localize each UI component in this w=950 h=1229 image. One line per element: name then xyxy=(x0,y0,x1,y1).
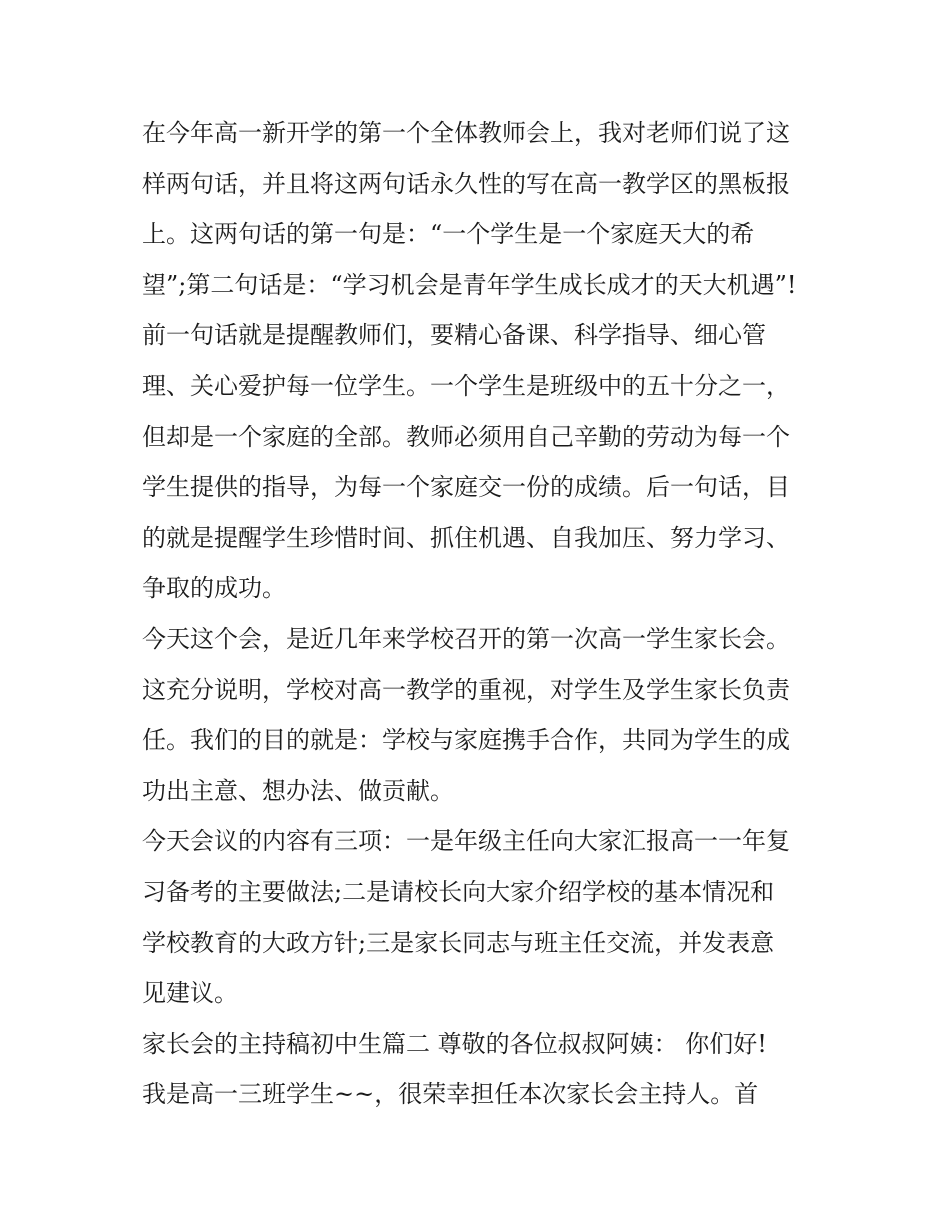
text-line: 任。我们的目的就是：学校与家庭携手合作，共同为学生的成 xyxy=(142,726,790,755)
text-line: 习备考的主要做法;二是请校长向大家介绍学校的基本情况和 xyxy=(142,877,775,906)
text-line: 功出主意、想办法、做贡献。 xyxy=(142,776,454,805)
text-line: 在今年高一新开学的第一个全体教师会上，我对老师们说了这 xyxy=(142,119,790,147)
text-line: 的就是提醒学生珍惜时间、抓住机遇、自我加压、努力学习、 xyxy=(142,523,790,552)
document-body xyxy=(142,108,822,1120)
text-line: 我是高一三班学生~~，很荣幸担任本次家长会主持人。首 xyxy=(142,1080,759,1109)
text-line: 争取的成功。 xyxy=(142,574,286,603)
text-line: 但却是一个家庭的全部。教师必须用自己辛勤的劳动为每一个 xyxy=(142,422,790,451)
text-line: 理、关心爱护每一位学生。一个学生是班级中的五十分之一， xyxy=(142,371,790,400)
text-line: 样两句话，并且将这两句话永久性的写在高一教学区的黑板报 xyxy=(142,169,790,198)
text-line: 今天这个会，是近几年来学校召开的第一次高一学生家长会。 xyxy=(142,624,790,653)
text-line: 这充分说明，学校对高一教学的重视，对学生及学生家长负责 xyxy=(142,675,790,704)
text-line: 见建议。 xyxy=(142,979,238,1008)
text-line: 前一句话就是提醒教师们，要精心备课、科学指导、细心管 xyxy=(142,321,766,350)
text-line: 家长会的主持稿初中生篇二 尊敬的各位叔叔阿姨： 你们好! xyxy=(142,1029,767,1058)
text-line: 学生提供的指导，为每一个家庭交一份的成绩。后一句话，目 xyxy=(142,473,790,502)
text-line: 望”;第二句话是：“学习机会是青年学生成长成才的天大机遇”! xyxy=(142,270,797,299)
text-line: 今天会议的内容有三项：一是年级主任向大家汇报高一一年复 xyxy=(142,827,790,856)
text-line: 上。这两句话的第一句是：“一个学生是一个家庭天大的希 xyxy=(142,220,755,249)
text-line: 学校教育的大政方针;三是家长同志与班主任交流，并发表意 xyxy=(142,928,775,957)
